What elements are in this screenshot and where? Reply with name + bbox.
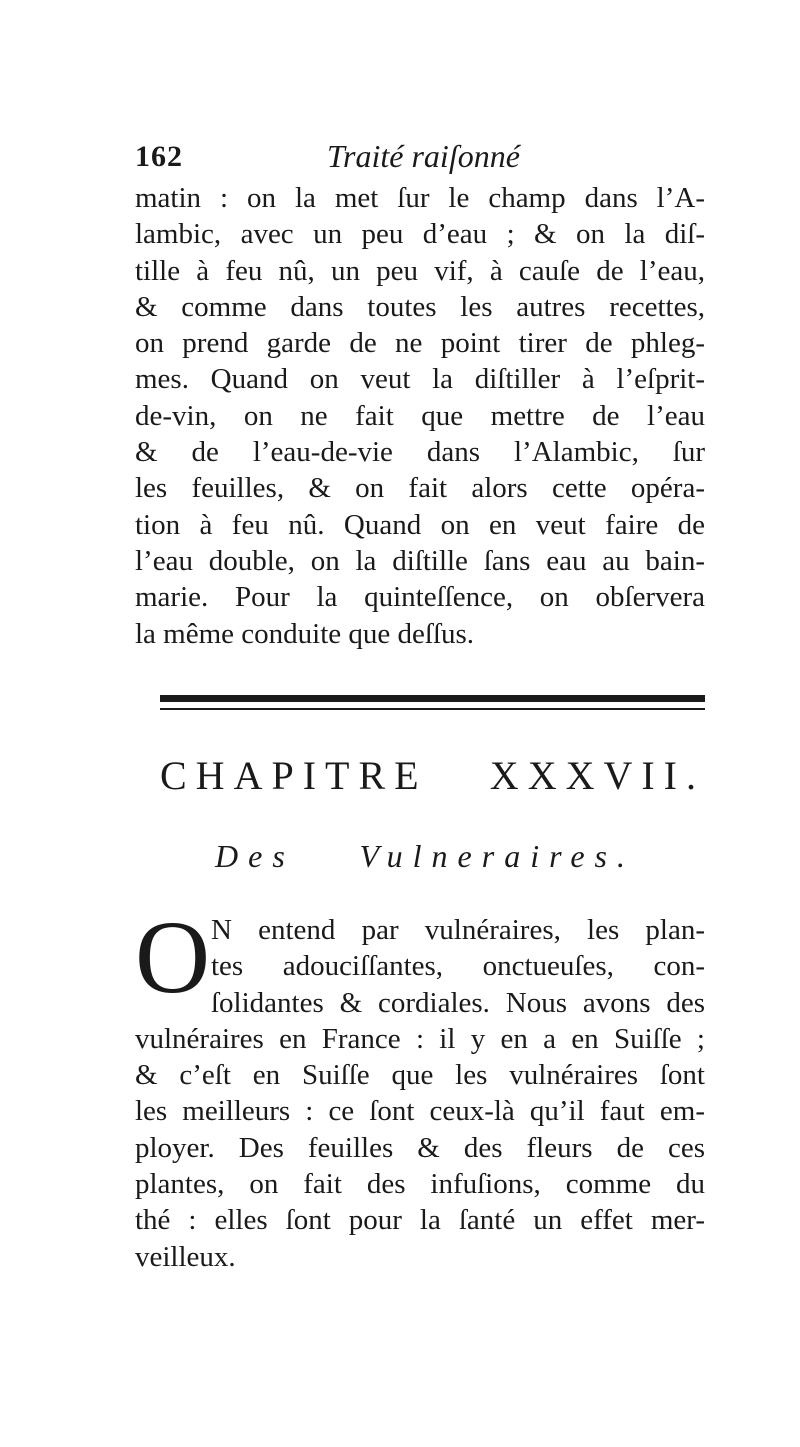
text-line: de-vin, on ne fait que mettre de l’eau <box>135 399 705 432</box>
text-line: & de l’eau-de-vie dans l’Alambic, ſur <box>135 436 705 469</box>
drop-cap: O <box>135 900 211 1015</box>
text-line: on prend garde de ne point tirer de phleg- <box>135 327 705 360</box>
text-line: tille à feu nû, un peu vif, à cauſe de l’eau, <box>135 254 705 287</box>
text-line: plantes, on fait des infuſions, comme du <box>135 1168 705 1201</box>
text-line: lambic, avec un peu d’eau ; & on la diſ- <box>135 218 705 251</box>
text-line: les feuilles, & on fait alors cette opéra- <box>135 472 705 505</box>
text-line: & comme dans toutes les autres recettes, <box>135 290 705 323</box>
text-line: tion à feu nû. Quand on en veut faire de <box>135 508 705 541</box>
running-title: Traité raiſonné <box>327 138 520 174</box>
text-line: N entend par vulnéraires, les plan- <box>211 914 705 946</box>
ornamental-rule-thick <box>160 695 705 702</box>
text-line: matin : on la met ſur le champ dans l’A- <box>135 182 705 214</box>
text-line: la même conduite que deſſus. <box>135 617 475 650</box>
text-line: vulnéraires en France : il y en a en Suiſſe ; <box>135 1022 705 1055</box>
text-line: veilleux. <box>135 1240 236 1273</box>
ornamental-rule-thin <box>160 708 705 710</box>
text-line: thé : elles ſont pour la ſanté un effet mer- <box>135 1204 705 1237</box>
text-line: l’eau double, on la diſtille ſans eau au bain- <box>135 544 705 577</box>
text-line: & c’eſt en Suiſſe que les vulnéraires ſont <box>135 1059 705 1092</box>
text-line: tes adouciſſantes, onctueuſes, con- <box>211 950 705 983</box>
running-head <box>135 140 705 180</box>
chapter-paragraph <box>135 900 705 1275</box>
text-line: mes. Quand on veut la diſtiller à l’eſprit- <box>135 363 705 396</box>
paragraph-continued <box>135 180 705 652</box>
text-line: ployer. Des feuilles & des fleurs de ces <box>135 1131 705 1164</box>
chapter-heading: CHAPITRE XXXVII. <box>160 753 705 798</box>
text-line: ſolidantes & cordiales. Nous avons des <box>211 986 705 1019</box>
chapter-title: Des Vulneraires. <box>215 838 635 874</box>
text-line: marie. Pour la quinteſſence, on obſervera <box>135 581 705 614</box>
text-line: les meilleurs : ce ſont ceux-là qu’il faut em- <box>135 1095 705 1128</box>
page-number: 162 <box>135 140 183 173</box>
